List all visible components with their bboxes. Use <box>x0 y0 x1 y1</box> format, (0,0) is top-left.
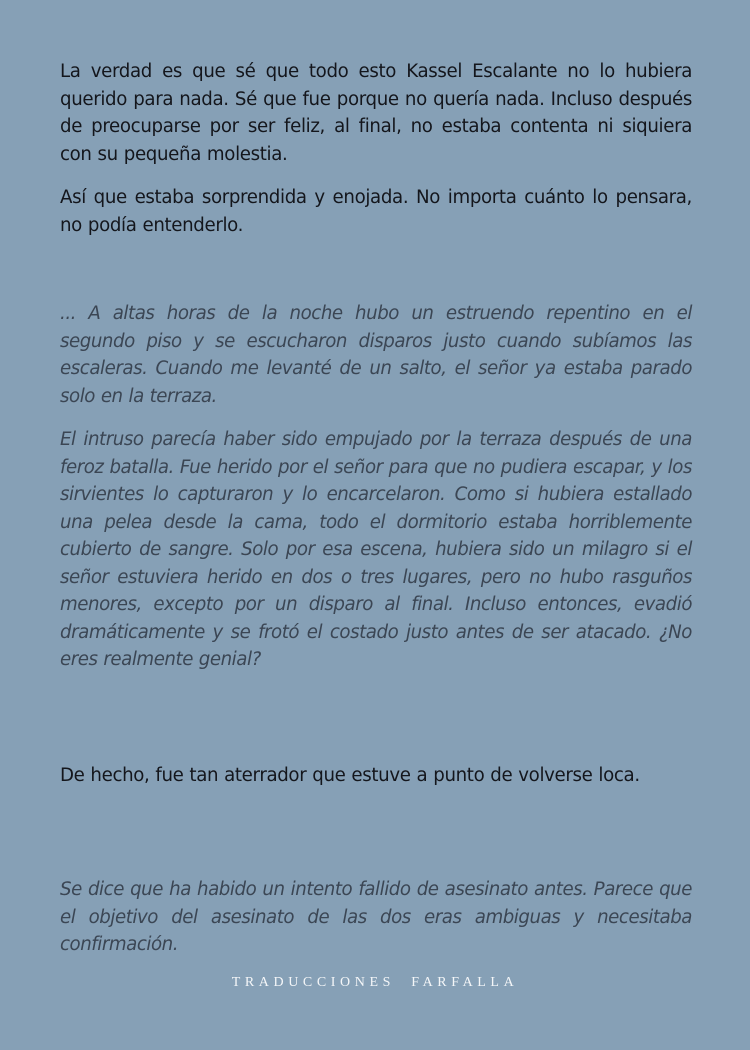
paragraph-assassination-attempt: Se dice que ha habido un intento fallido de asesinato antes. Parece que el objetivo del asesinato de las dos eras ambiguas y necesitaba confirmación. <box>60 879 692 955</box>
paragraph-intruder: El intruso parecía haber sido empujado por la terraza después de una feroz batalla. Fue herido por el señor para que no pudiera escapar, y los sirvientes lo capturaron y lo encarcelaron. Como si hubiera estallado una pelea desde la cama, todo el dormitorio estaba horriblemente cubierto de sangre. Solo por esa escena, hubiera sido un milagro si el señor estuviera herido en dos o tres lugares, pero no hubo rasguños menores, excepto por un disparo al final. Incluso entonces, evadió dramáticamente y se frotó el costado justo antes de ser atacado. ¿No eres realmente genial? <box>60 429 692 670</box>
paragraph-terrifying: De hecho, fue tan aterrador que estuve a punto de volverse loca. <box>60 765 640 786</box>
paragraph-kassel-intro: La verdad es que sé que todo esto Kassel Escalante no lo hubiera querido para nada. Sé que fue porque no quería nada. Incluso después de preocuparse por ser feliz, al final, no estaba contenta ni siquiera con su pequeña molestia. <box>60 61 692 165</box>
translator-credit-footer: TRADUCCIONES FARFALLA <box>231 975 519 990</box>
paragraph-night-gunshots: ... A altas horas de la noche hubo un estruendo repentino en el segundo piso y se escucharon disparos justo cuando subíamos las escaleras. Cuando me levanté de un salto, el señor ya estaba parado solo en la terraza. <box>60 303 692 407</box>
paragraph-surprised-angry: Así que estaba sorprendida y enojada. No importa cuánto lo pensara, no podía entenderlo. <box>60 187 692 236</box>
